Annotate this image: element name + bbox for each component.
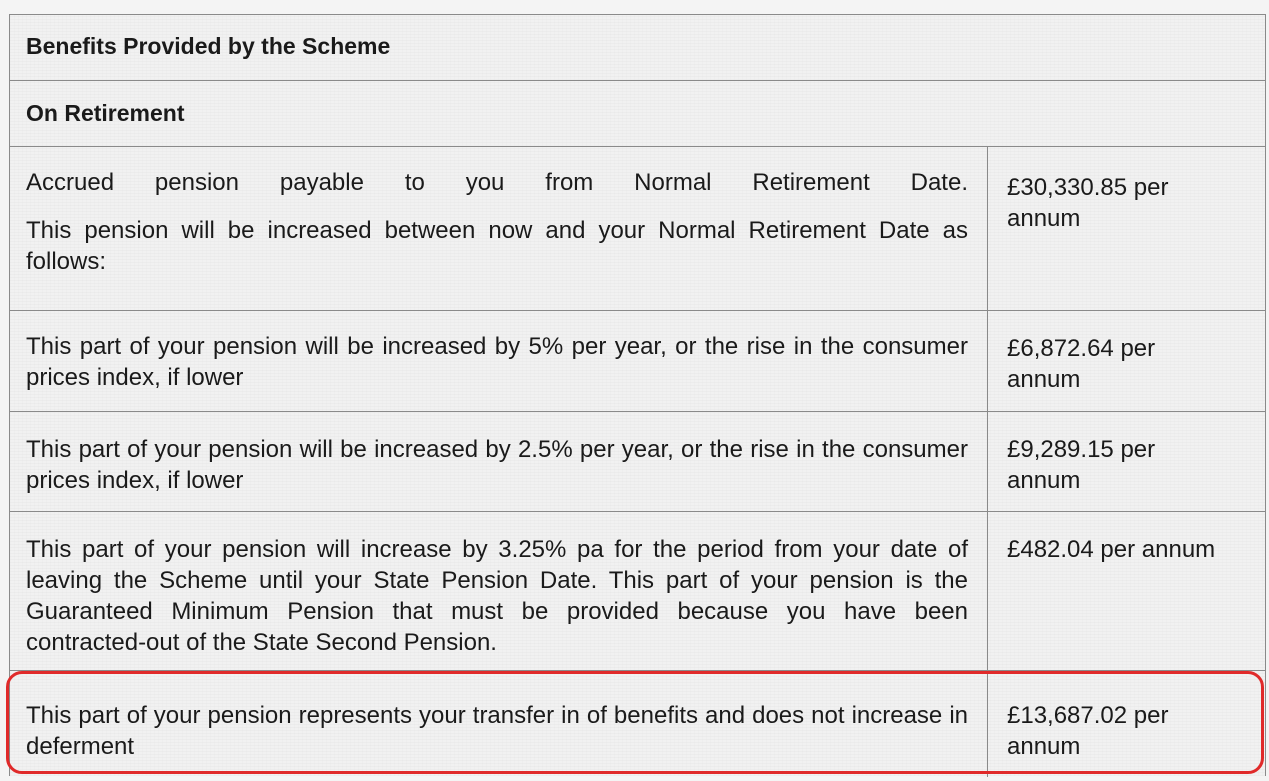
section-title: Benefits Provided by the Scheme: [10, 15, 1265, 81]
row-amount: £13,687.02 per annum: [1007, 702, 1169, 760]
row-description: This part of your pension will increase by 3.25% pa for the period from your date of leaving the Scheme until your State Pension Date. This part of your pension is the Guaranteed Minimum Pension that must be provided because you have been contracted-out of the State Second Pension.: [26, 536, 968, 656]
row-description: [26, 167, 968, 277]
table-row-5pct: [10, 311, 1265, 412]
row-amount: £6,872.64 per annum: [1007, 335, 1156, 393]
table-row-transfer-in: [10, 671, 1265, 777]
row-description: This part of your pension represents your transfer in of benefits and does not increase in deferment: [26, 702, 968, 760]
row-amount: £9,289.15 per annum: [1007, 436, 1156, 494]
column-divider: [987, 311, 988, 411]
table-row-gmp: [10, 512, 1265, 671]
column-divider: [987, 671, 988, 777]
row-amount: £482.04 per annum: [1007, 536, 1216, 563]
row-amount: £30,330.85 per annum: [1007, 174, 1169, 232]
row-description-line: Accrued pension payable to you from Normal Retirement Date.: [26, 169, 968, 196]
column-divider: [987, 147, 988, 310]
table-row-accrued-pension: [10, 147, 1265, 311]
row-description: This part of your pension will be increased by 5% per year, or the rise in the consumer prices index, if lower: [26, 333, 968, 391]
table-row-2-5pct: [10, 412, 1265, 512]
row-description-line: This pension will be increased between now and your Normal Retirement Date as follows:: [26, 217, 968, 275]
column-divider: [987, 412, 988, 511]
section-subtitle: On Retirement: [10, 81, 1265, 147]
row-description: This part of your pension will be increased by 2.5% per year, or the rise in the consumer prices index, if lower: [26, 436, 968, 494]
column-divider: [987, 512, 988, 670]
benefits-table: [9, 14, 1266, 776]
